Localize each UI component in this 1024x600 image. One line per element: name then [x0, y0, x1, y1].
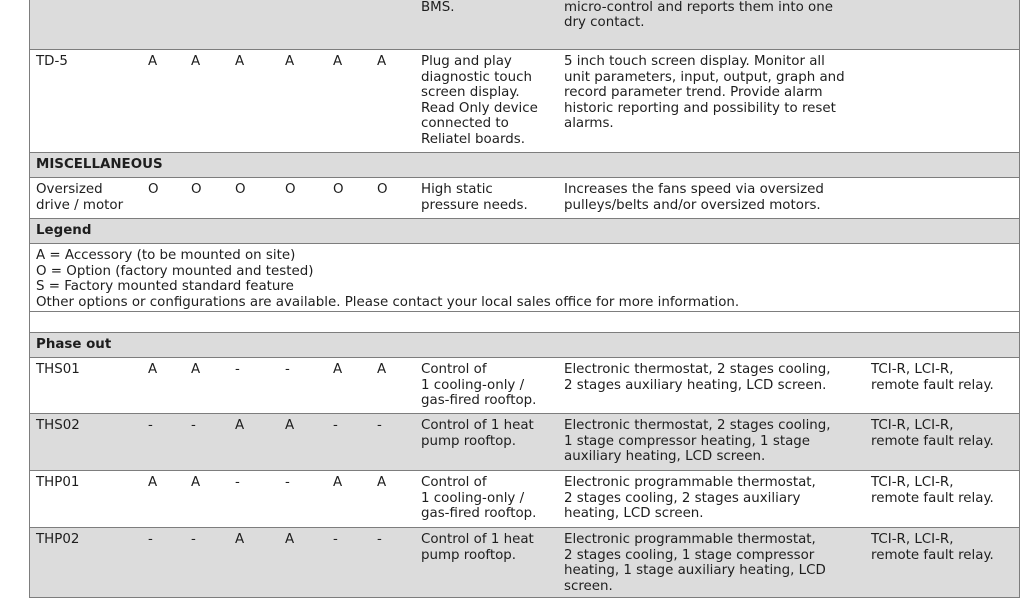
table-row [30, 471, 1019, 528]
availability-mark: - [377, 532, 382, 547]
option-description: Increases the fans speed via oversized pulleys/belts and/or oversized motors. [564, 182, 824, 213]
availability-mark: A [148, 475, 158, 490]
availability-mark: A [191, 54, 201, 69]
availability-mark: A [148, 54, 158, 69]
availability-mark: - [333, 532, 338, 547]
option-name: THP02 [36, 532, 80, 547]
legend-text: A = Accessory (to be mounted on site) O = Option (factory mounted and tested) S = Factory mounted standard feature Other options or configurations are available. Please contact your local sales office for more information. [36, 248, 740, 310]
availability-mark: - [148, 532, 153, 547]
option-name: TD-5 [36, 54, 68, 69]
option-notes: TCI-R, LCI-R, remote fault relay. [871, 362, 994, 393]
availability-mark: O [191, 182, 202, 197]
options-table [29, 0, 1020, 598]
option-name: Oversized drive / motor [36, 182, 124, 213]
availability-mark: - [148, 418, 153, 433]
availability-mark: - [285, 475, 290, 490]
option-name: THS02 [36, 418, 80, 433]
availability-mark: A [333, 54, 343, 69]
option-description: 5 inch touch screen display. Monitor all unit parameters, input, output, graph and record parameter trend. Provide alarm historic reporting and possibility to reset alarms. [564, 54, 845, 131]
section-title: MISCELLANEOUS [36, 157, 163, 172]
table-spacer [30, 312, 1019, 333]
availability-mark: A [235, 418, 245, 433]
availability-mark: A [333, 475, 343, 490]
option-purpose: Control of 1 cooling-only / gas-fired rooftop. [421, 475, 537, 521]
availability-mark: O [235, 182, 246, 197]
availability-mark: O [148, 182, 159, 197]
section-title: Phase out [36, 337, 112, 352]
section-header-row [30, 153, 1019, 178]
availability-mark: - [285, 362, 290, 377]
availability-mark: A [377, 362, 387, 377]
availability-mark: A [377, 54, 387, 69]
availability-mark: - [235, 362, 240, 377]
table-row [30, 0, 1019, 50]
option-description: micro-control and reports them into one dry contact. [564, 0, 833, 30]
table-row [30, 358, 1019, 414]
option-purpose: Control of 1 heat pump rooftop. [421, 418, 534, 449]
section-header-row [30, 219, 1019, 244]
availability-mark: A [285, 532, 295, 547]
option-purpose: Control of 1 heat pump rooftop. [421, 532, 534, 563]
table-row [30, 414, 1019, 471]
availability-mark: - [191, 532, 196, 547]
availability-mark: - [333, 418, 338, 433]
option-name: THP01 [36, 475, 80, 490]
availability-mark: A [235, 532, 245, 547]
option-description: Electronic thermostat, 2 stages cooling, 2 stages auxiliary heating, LCD screen. [564, 362, 831, 393]
availability-mark: A [333, 362, 343, 377]
table-row [30, 178, 1019, 219]
section-header-row [30, 333, 1019, 358]
option-purpose: BMS. [421, 0, 455, 15]
availability-mark: O [377, 182, 388, 197]
availability-mark: A [191, 362, 201, 377]
availability-mark: A [285, 418, 295, 433]
availability-mark: A [191, 475, 201, 490]
table-row [30, 528, 1019, 598]
availability-mark: - [377, 418, 382, 433]
option-description: Electronic thermostat, 2 stages cooling, 1 stage compressor heating, 1 stage auxiliary heating, LCD screen. [564, 418, 831, 464]
availability-mark: O [333, 182, 344, 197]
availability-mark: - [235, 475, 240, 490]
option-description: Electronic programmable thermostat, 2 stages cooling, 1 stage compressor heating, 1 stage auxiliary heating, LCD screen. [564, 532, 826, 594]
option-purpose: Control of 1 cooling-only / gas-fired rooftop. [421, 362, 537, 408]
table-row [30, 50, 1019, 153]
availability-mark: - [191, 418, 196, 433]
option-description: Electronic programmable thermostat, 2 stages cooling, 2 stages auxiliary heating, LCD screen. [564, 475, 816, 521]
availability-mark: A [377, 475, 387, 490]
availability-mark: A [148, 362, 158, 377]
option-purpose: Plug and play diagnostic touch screen display. Read Only device connected to Reliatel boards. [421, 54, 538, 147]
availability-mark: O [285, 182, 296, 197]
option-purpose: High static pressure needs. [421, 182, 528, 213]
option-notes: TCI-R, LCI-R, remote fault relay. [871, 532, 994, 563]
option-notes: TCI-R, LCI-R, remote fault relay. [871, 418, 994, 449]
option-notes: TCI-R, LCI-R, remote fault relay. [871, 475, 994, 506]
section-title: Legend [36, 223, 92, 238]
legend-body [30, 244, 1019, 312]
availability-mark: A [285, 54, 295, 69]
option-name: THS01 [36, 362, 80, 377]
availability-mark: A [235, 54, 245, 69]
